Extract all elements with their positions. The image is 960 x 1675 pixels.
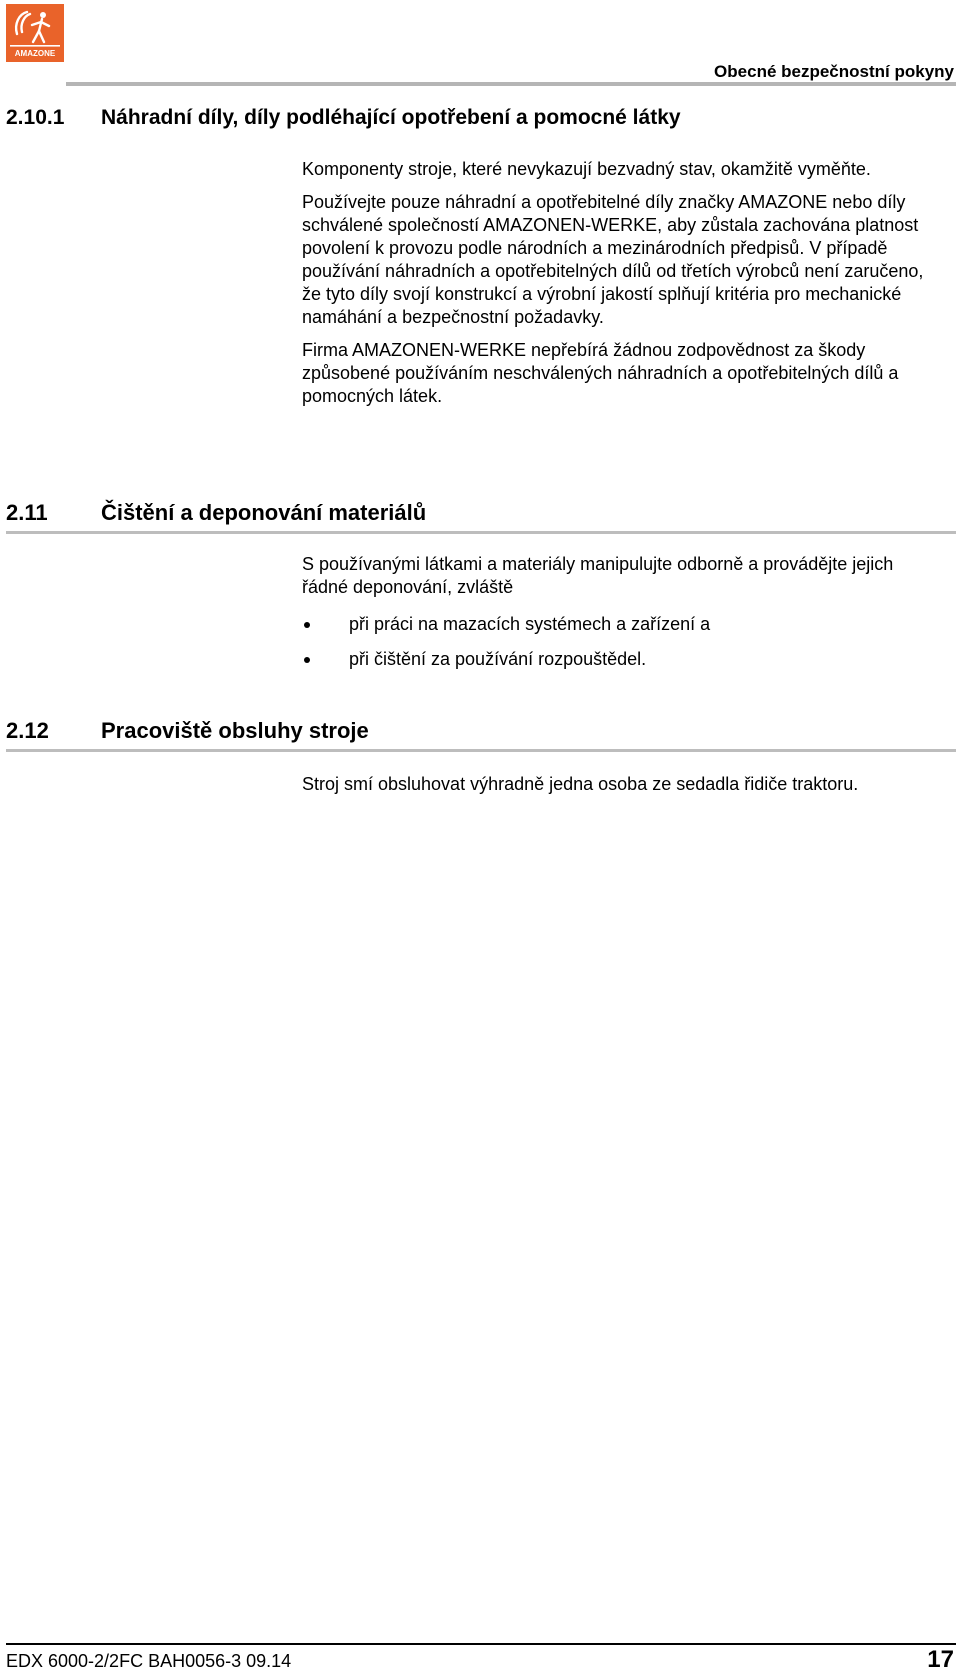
header-divider — [66, 82, 956, 86]
paragraph: S používanými látkami a materiály manipulujte odborně a provádějte jejich řádné deponování, zvláště — [302, 554, 894, 597]
logo-wordmark: AMAZONE — [14, 49, 56, 58]
page-number: 17 — [927, 1646, 954, 1673]
section-heading-2-11 — [6, 500, 956, 534]
section-number: 2.10.1 — [6, 106, 65, 129]
section-number: 2.12 — [6, 718, 49, 743]
section-title: Čištění a deponování materiálů — [101, 500, 427, 525]
bullet-list — [302, 613, 942, 671]
paragraph: Používejte pouze náhradní a opotřebitelné díly značky AMAZONE nebo díly schválené společností AMAZONEN-WERKE, aby zůstala zachována platnost povolení k provozu podle národních a mezinárodních předpisů. V případě používání náhradních a opotřebitelných dílů od třetích výrobců není zaručeno, že tyto díly svojí konstrukcí a výrobní jakostí splňují kritéria pro mechanické namáhání a bezpečnostní požadavky. — [302, 192, 924, 327]
section-title: Náhradní díly, díly podléhající opotřebení a pomocné látky — [101, 106, 681, 129]
footer-document-id: EDX 6000-2/2FC BAH0056-3 09.14 — [6, 1651, 292, 1671]
list-item — [302, 648, 942, 671]
paragraph: Firma AMAZONEN-WERKE nepřebírá žádnou zodpovědnost za škody způsobené používáním neschválených náhradních a opotřebitelných dílů a pomocných látek. — [302, 340, 899, 406]
section-title: Pracoviště obsluhy stroje — [101, 718, 369, 743]
bullet-icon — [304, 622, 310, 628]
bullet-icon — [304, 657, 310, 663]
footer-divider — [6, 1643, 956, 1645]
list-item — [302, 613, 942, 636]
paragraph: Komponenty stroje, které nevykazují bezvadný stav, okamžitě vyměňte. — [302, 159, 871, 179]
amazone-logo — [6, 4, 64, 62]
section-body-2-10-1 — [302, 158, 942, 418]
section-body-2-12 — [302, 773, 942, 806]
section-number: 2.11 — [6, 500, 48, 525]
list-item-text: při čištění za používání rozpouštědel. — [349, 649, 647, 669]
page-header-title: Obecné bezpečnostní pokyny — [714, 62, 954, 81]
list-item-text: při práci na mazacích systémech a zařízení a — [349, 614, 711, 634]
section-body-2-11 — [302, 553, 942, 683]
paragraph: Stroj smí obsluhovat výhradně jedna osoba ze sedadla řidiče traktoru. — [302, 774, 859, 794]
section-heading-2-12 — [6, 718, 956, 752]
amazone-logo-icon — [6, 4, 64, 62]
